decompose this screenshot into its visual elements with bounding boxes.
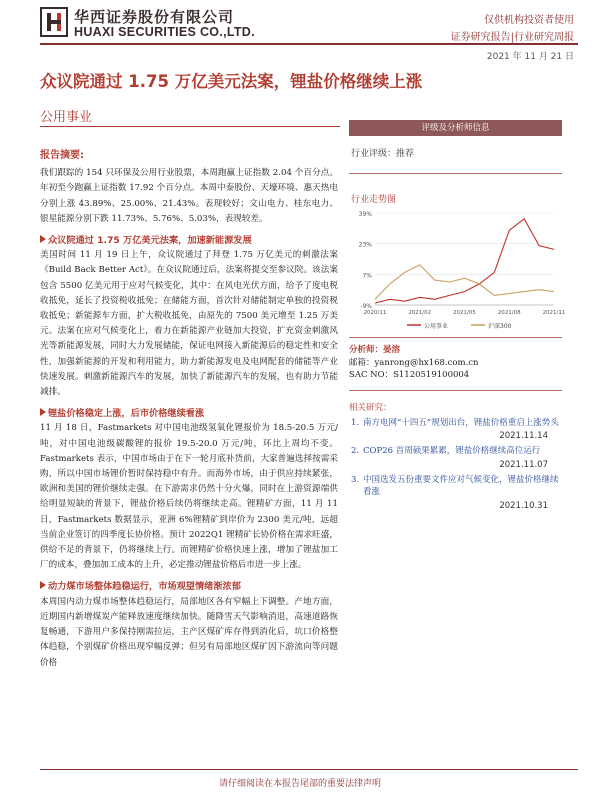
industry-rating: 行业评级：推荐 (349, 136, 562, 174)
y-tick-label: 7% (362, 272, 372, 280)
analyst-info (349, 338, 562, 382)
summary-text: 我们跟踪的 154 只环保及公用行业股票，本周跑赢上证指数 2.04 个百分点。年初至今跑赢上证指数 17.92 个百分点。本周中泰股份、天壕环境、惠天热电分别上涨 43.89%、25.00%、21.43%。表现较好；文山电力、桂东电力、银星能源分别下跌 11.73%、5.76%、5.03%，表现较差。 (40, 168, 338, 224)
section-text: 美国时间 11 月 19 日上午，众议院通过了拜登 1.75 万亿美元的刺激法案《Build Back Better Act》。在众议院通过后，法案将提交至参议院。该法案包含 5500 亿美元用于应对气候变化，其中：在风电光伏方面，给予了度电税收抵免，延长了投资税收抵免；在储能方面，首次针对储能制定单独的投资税收抵免；新能源车方面，扩大税收抵免，由原先的 7500 美元增至 1.25 万美元。法案在应对气候变化上，着力在新能源产业链加大投资，扩充资金刺激风光等新能源发展，同时大力发展储能，保证电网接入新能源后的稳定性和安全性，加强新能源的开发和利用能力，助力新能源发电及电网配套的储能等产业快速发展。刺激新能源汽车的发展，加快了新能源汽车的发展，也有助力节能减排。 (40, 250, 338, 398)
report-type-tag: 证券研究报告|行业研究周报 (450, 32, 574, 43)
sidebar-divider (349, 390, 562, 391)
report-date: 2021 年 11 月 21 日 (486, 52, 574, 62)
header-divider (40, 43, 578, 45)
main-column (40, 148, 338, 677)
section-heading-text: 锂盐价格稳定上涨，后市价格继续看涨 (48, 408, 205, 420)
triangle-bullet-icon (40, 581, 46, 589)
section-heading (40, 579, 338, 594)
x-tick-label: 2021/05 (453, 310, 476, 316)
x-tick-label: 2021/08 (497, 310, 521, 316)
y-tick-label: -9% (360, 303, 372, 310)
legend-label: 沪深300 (488, 323, 512, 330)
footer-divider (40, 769, 578, 770)
related-item-date: 2021.11.14 (499, 431, 548, 441)
related-item[interactable] (349, 417, 562, 442)
x-tick-label: 2020/11 (363, 310, 387, 316)
section-heading-text: 众议院通过 1.75 万亿美元法案，加速新能源发展 (48, 235, 252, 247)
trend-chart (349, 205, 566, 335)
related-item[interactable] (349, 474, 562, 511)
section-text: 本周国内动力煤市场整体趋稳运行，局部地区各有窄幅上下调整。产地方面，近期国内新增煤炭产能释放速度继续加快。随降雪天气影响消退，高速道路恢复畅通，下游用户多保持刚需拉运，主产区煤矿库存得到消化后，坑口价格整体趋稳，个别煤矿价格出现窄幅反弹；但另有局部地区煤矿因下游流向等问题价格 (40, 596, 338, 668)
related-item-num: 3. (351, 474, 360, 485)
related-heading: 相关研究： (349, 402, 392, 413)
series-line-1 (375, 265, 554, 300)
related-item-date: 2021.11.07 (499, 459, 548, 470)
summary-heading: 报告摘要: (40, 150, 84, 161)
analyst-name: 晏溶 (383, 345, 401, 355)
trend-chart-svg (349, 205, 566, 335)
analyst-sac: SAC NO：S1120519100004 (349, 370, 470, 380)
analyst-email: 邮箱：yanrong@hx168.com.cn (349, 357, 479, 368)
section-heading (40, 233, 338, 248)
related-item-num: 2. (351, 446, 360, 456)
trend-chart-title: 行业走势图 (351, 195, 397, 205)
analyst-label: 分析师： (349, 345, 384, 355)
sector-divider (40, 126, 340, 127)
y-tick-label: 23% (358, 241, 372, 249)
related-item-title[interactable]: 南方电网“十四五”规划出台，锂盐价格重启上涨势头 (363, 417, 559, 428)
related-item-num: 1. (351, 417, 360, 428)
section-heading-text: 动力煤市场整体趋稳运行，市场观望情绪渐浓郁 (48, 581, 241, 593)
y-tick-label: 39% (358, 211, 372, 218)
sidebar (349, 120, 566, 511)
section-text: 11 月 18 日，Fastmarkets 对中国电池级氢氧化锂报价为 18.5-20.5 万元/吨，对中国电池级碳酸锂的报价 19.5-20.0 万元/吨，环比上周均不变。Fastmarkets 表示，中国市场由于在下一轮月底补货前，大家普遍选择按需采购，所以中国市场锂价暂时保持稳中有升。而海外市场，由于供应持续紧张，欧洲和美国的锂价继续走强。在下游需求仍然十分火爆，同时在上游资源端供给明显短缺的背景下，锂盐价格后续仍将继续走高。锂精矿方面，11 月 11 日，Fastmarkets 数据显示，亚洲 6%锂精矿到岸价为 2300 美元/吨，远超当前企业签订的四季度长协价格。预计 2022Q1 锂精矿长协价格在需求旺盛，供给不足的背景下，仍将继续上行。而锂精矿价格快速上涨，增加了锂盐加工厂的成本，叠加加工成本的上升，必定推动锂盐价格后市进一步上涨。 (40, 423, 338, 571)
legal-notice: 请仔细阅读在本报告尾部的重要法律声明 (218, 779, 381, 789)
related-item-date: 2021.10.31 (499, 500, 548, 511)
rating-band: 评级及分析师信息 (349, 120, 562, 136)
triangle-bullet-icon (40, 408, 46, 416)
x-tick-label: 2021/02 (408, 310, 432, 316)
related-item-title[interactable]: 中国选发五份重要文件应对气候变化，锂盐价格继续看涨 (363, 474, 559, 497)
related-item-title[interactable]: COP26 首周硕果累累，锂盐价格继续高位运行 (363, 446, 541, 456)
legend-label: 公用事业 (424, 323, 449, 330)
section-heading (40, 406, 338, 421)
series-line-0 (375, 219, 554, 303)
related-item[interactable] (349, 445, 562, 470)
analyst-line (349, 344, 562, 357)
triangle-bullet-icon (40, 235, 46, 243)
sector-label: 公用事业 (40, 110, 93, 125)
report-title: 众议院通过 1.75 万亿美元法案，锂盐价格继续上涨 (40, 72, 423, 91)
x-tick-label: 2021/11 (542, 310, 566, 316)
company-name-en: HUAXI SECURITIES CO.,LTD. (74, 25, 255, 39)
company-logo-icon (40, 7, 68, 37)
audience-tag: 仅供机构投资者使用 (484, 15, 574, 26)
company-name-cn: 华西证券股份有限公司 (74, 8, 235, 26)
